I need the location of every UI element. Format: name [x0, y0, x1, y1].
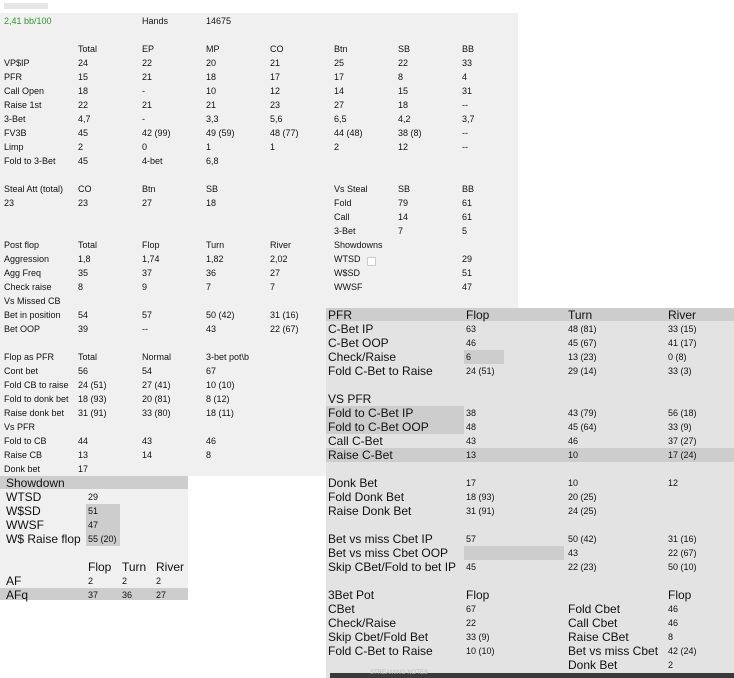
postflop-cell: --: [142, 324, 148, 334]
agg-cell: 37: [88, 590, 99, 600]
showdowns-row-label: WTSD: [334, 254, 361, 264]
preflop-cell: 21: [142, 72, 153, 82]
steal-cell: 18: [206, 198, 217, 208]
preflop-row-label: Call Open: [4, 86, 45, 96]
showdowns-cell: 47: [462, 282, 473, 292]
preflop-cell: 45: [78, 128, 89, 138]
postflop-header: Post flop: [4, 240, 40, 250]
agg-cell: 2: [122, 576, 128, 586]
preflop-cell: 15: [78, 72, 89, 82]
donk-cell: 18 (93): [466, 492, 495, 502]
showdowns-row-label: W$SD: [334, 268, 361, 278]
threebet-right-cell: 46: [668, 604, 679, 614]
preflop-cell: 21: [270, 58, 281, 68]
flop-pfr-row-label: Fold CB to raise: [4, 380, 69, 390]
threebet-cell: 22: [466, 618, 477, 628]
preflop-cell: 6,5: [334, 114, 347, 124]
flop-pfr-row-label: Raise CB: [4, 450, 43, 460]
preflop-cell: 4,2: [398, 114, 411, 124]
footer-strip: [330, 670, 734, 678]
threebet-row-label: Skip Cbet/Fold Bet: [328, 630, 429, 644]
postflop-cell: 43: [206, 324, 217, 334]
vs-pfr-row-label: Call C-Bet: [328, 434, 383, 448]
preflop-row-label: PFR: [4, 72, 22, 82]
donk-row-label: Donk Bet: [328, 476, 378, 490]
flop-pfr-cell: 20 (81): [142, 394, 171, 404]
threebet-right-label: Raise CBet: [568, 630, 629, 644]
missed-cbet-row-label: Bet vs miss Cbet OOP: [328, 546, 449, 560]
preflop-cell: 1: [270, 142, 276, 152]
flop-pfr-cell: 8 (12): [206, 394, 230, 404]
postflop-cell: 1,82: [206, 254, 224, 264]
flop-pfr-header: Total: [78, 352, 98, 362]
preflop-cell: 21: [206, 100, 217, 110]
postflop-row-label: Bet OOP: [4, 324, 41, 334]
flop-pfr-row-label: Raise donk bet: [4, 408, 65, 418]
agg-cell: 2: [88, 576, 94, 586]
threebet-right-label: Bet vs miss Cbet: [568, 644, 659, 658]
flop-pfr-row-label: Fold to donk bet: [4, 394, 69, 404]
vs-steal-cell: 7: [398, 226, 404, 236]
threebet-right-cell: 42 (24): [668, 646, 697, 656]
vs-pfr-cell: 38: [466, 408, 477, 418]
postflop-cell: 1,8: [78, 254, 91, 264]
postflop-cell: 37: [142, 268, 153, 278]
threebet-cell: 67: [466, 604, 477, 614]
preflop-header: EP: [142, 44, 155, 54]
pfr-cell: 46: [466, 338, 477, 348]
pfr-header: River: [668, 308, 697, 322]
pfr-cell: 33 (3): [668, 366, 692, 376]
missed-cbet-cell: 22 (67): [668, 548, 697, 558]
preflop-cell: 4: [462, 72, 468, 82]
postflop-cell: 50 (42): [206, 310, 235, 320]
preflop-cell: 3,7: [462, 114, 475, 124]
flop-pfr-cell: 18 (93): [78, 394, 107, 404]
threebet-right-label: Fold Cbet: [568, 602, 621, 616]
preflop-cell: 33: [462, 58, 473, 68]
postflop-cell: 9: [142, 282, 148, 292]
threebet-header: 3Bet Pot: [328, 588, 375, 602]
vs-pfr-cell: 46: [568, 436, 579, 446]
pfr-header: Flop: [466, 308, 490, 322]
pfr-row-label: Check/Raise: [328, 350, 397, 364]
pfr-cell: 0 (8): [668, 352, 687, 362]
missed-cbet-cell: 57: [466, 534, 477, 544]
showdowns-cell: 29: [462, 254, 473, 264]
checkbox-icon: [367, 257, 376, 266]
preflop-cell: 27: [334, 100, 345, 110]
preflop-cell: --: [462, 142, 468, 152]
vs-steal-cell: 61: [462, 198, 473, 208]
showdown-cell: 51: [88, 506, 99, 516]
postflop-cell: 31 (16): [270, 310, 299, 320]
preflop-header: BB: [462, 44, 475, 54]
showdown-cell: 55 (20): [88, 534, 117, 544]
postflop-cell: 35: [78, 268, 89, 278]
vs-pfr-cell: 43: [466, 436, 477, 446]
pfr-header: Turn: [568, 308, 593, 322]
preflop-cell: 15: [398, 86, 409, 96]
preflop-cell: 22: [398, 58, 409, 68]
agg-cell: 27: [156, 590, 167, 600]
vs-pfr-row-label: Fold to C-Bet IP: [328, 406, 414, 420]
postflop-header: Total: [78, 240, 98, 250]
preflop-header: SB: [398, 44, 411, 54]
vs-pfr-cell: 56 (18): [668, 408, 697, 418]
postflop-cell: 57: [142, 310, 153, 320]
showdown-cell: 47: [88, 520, 99, 530]
postflop-cell: 7: [270, 282, 276, 292]
flop-pfr-row-label: Cont bet: [4, 366, 39, 376]
pfr-cell: 24 (51): [466, 366, 495, 376]
postflop-cell: 7: [206, 282, 212, 292]
preflop-row-label: FV3B: [4, 128, 27, 138]
preflop-cell: 20: [206, 58, 217, 68]
agg-cell: 2: [156, 576, 162, 586]
preflop-cell: 17: [270, 72, 281, 82]
pfr-cell: 48 (81): [568, 324, 597, 334]
postflop-row-label: Aggression: [4, 254, 50, 264]
steal-header: Btn: [142, 184, 156, 194]
vs-pfr-cell: 45 (64): [568, 422, 597, 432]
threebet-row-label: Fold C-Bet to Raise: [328, 644, 433, 658]
showdowns-row-label: WWSF: [334, 282, 363, 292]
preflop-cell: 8: [398, 72, 404, 82]
pfr-cell: 41 (17): [668, 338, 697, 348]
steal-cell: 23: [78, 198, 89, 208]
donk-cell: 10: [568, 478, 579, 488]
preflop-header: Total: [78, 44, 98, 54]
bb-rate: 2,41 bb/100: [4, 16, 52, 26]
missed-cbet-cell: 22 (23): [568, 562, 597, 572]
preflop-header: MP: [206, 44, 220, 54]
preflop-cell: 14: [334, 86, 345, 96]
preflop-cell: 23: [270, 100, 281, 110]
preflop-header: CO: [270, 44, 284, 54]
flop-pfr-cell: 46: [206, 436, 217, 446]
threebet-right-cell: 2: [668, 660, 674, 670]
showdown-row-label: W$SD: [6, 504, 41, 518]
flop-pfr-cell: 54: [142, 366, 153, 376]
vs-steal-row-label: Call: [334, 212, 350, 222]
hands-label: Hands: [142, 16, 169, 26]
pfr-panel: [326, 308, 734, 678]
vs-steal-cell: 14: [398, 212, 409, 222]
flop-pfr-cell: 27 (41): [142, 380, 171, 390]
pfr-row-label: Fold C-Bet to Raise: [328, 364, 433, 378]
preflop-cell: 2: [78, 142, 84, 152]
steal-header: Steal Att (total): [4, 184, 64, 194]
showdown-agg-header: Flop: [88, 560, 112, 574]
threebet-row-label: CBet: [328, 602, 355, 616]
preflop-cell: 21: [142, 100, 153, 110]
vs-steal-header: SB: [398, 184, 411, 194]
footer-text: STREAMING NOTES: [370, 670, 429, 676]
pfr-cell: 29 (14): [568, 366, 597, 376]
vs-pfr-title: VS PFR: [328, 392, 372, 406]
missed-cbet-cell: 50 (10): [668, 562, 697, 572]
top-strip: [0, 0, 734, 13]
preflop-cell: 45: [78, 156, 89, 166]
threebet-row-label: Check/Raise: [328, 616, 397, 630]
preflop-cell: 10: [206, 86, 217, 96]
showdowns-header: Showdowns: [334, 240, 383, 250]
postflop-header: Turn: [206, 240, 225, 250]
preflop-cell: 22: [78, 100, 89, 110]
missed-cbet-cell: 45: [466, 562, 477, 572]
preflop-cell: 25: [334, 58, 345, 68]
preflop-cell: 17: [334, 72, 345, 82]
flop-pfr-cell: 33 (80): [142, 408, 171, 418]
flop-pfr-cell: 31 (91): [78, 408, 107, 418]
pfr-cell: 63: [466, 324, 477, 334]
hands-value: 14675: [206, 16, 232, 26]
vs-pfr-cell: 17 (24): [668, 450, 697, 460]
missed-cbet-cell: 50 (42): [568, 534, 597, 544]
showdown-row-label: WTSD: [6, 490, 42, 504]
flop-pfr-cell: 17: [78, 464, 89, 474]
postflop-header: Flop: [142, 240, 160, 250]
vs-steal-cell: 79: [398, 198, 409, 208]
flop-pfr-cell: 67: [206, 366, 217, 376]
showdown-title: Showdown: [6, 476, 65, 490]
postflop-cell: 54: [78, 310, 89, 320]
vs-pfr-row-label: Raise C-Bet: [328, 448, 393, 462]
preflop-cell: --: [462, 128, 468, 138]
showdown-panel: [0, 476, 188, 600]
donk-cell: 12: [668, 478, 679, 488]
preflop-cell: 5,6: [270, 114, 283, 124]
donk-cell: 17: [466, 478, 477, 488]
preflop-cell: 18: [78, 86, 89, 96]
preflop-cell: 12: [398, 142, 409, 152]
highlight-bar: [464, 546, 564, 560]
preflop-header: Btn: [334, 44, 348, 54]
vs-pfr-cell: 13: [466, 450, 477, 460]
steal-header: CO: [78, 184, 92, 194]
showdowns-cell: 51: [462, 268, 473, 278]
donk-row-label: Raise Donk Bet: [328, 504, 412, 518]
pfr-cell: 45 (67): [568, 338, 597, 348]
preflop-cell: 6,8: [206, 156, 219, 166]
agg-cell: 36: [122, 590, 133, 600]
flop-pfr-cell: 8: [206, 450, 212, 460]
donk-cell: 20 (25): [568, 492, 597, 502]
showdown-row-label: W$ Raise flop: [6, 532, 81, 546]
threebet-cell: 33 (9): [466, 632, 490, 642]
threebet-right-cell: 8: [668, 632, 674, 642]
preflop-row-label: Limp: [4, 142, 24, 152]
preflop-cell: -: [142, 86, 145, 96]
flop-pfr-cell: 24 (51): [78, 380, 107, 390]
flop-pfr-cell: 43: [142, 436, 153, 446]
flop-pfr-header: Flop as PFR: [4, 352, 55, 362]
pfr-row-label: C-Bet IP: [328, 322, 374, 336]
flop-pfr-row-label: Fold to CB: [4, 436, 47, 446]
donk-cell: 31 (91): [466, 506, 495, 516]
vs-steal-row-label: Fold: [334, 198, 352, 208]
preflop-cell: 18: [206, 72, 217, 82]
flop-pfr-cell: 10 (10): [206, 380, 235, 390]
threebet-right-label: Call Cbet: [568, 616, 618, 630]
pfr-cell: 13 (23): [568, 352, 597, 362]
threebet-cell: 10 (10): [466, 646, 495, 656]
preflop-row-label: 3-Bet: [4, 114, 26, 124]
postflop-cell: 8: [78, 282, 84, 292]
flop-pfr-cell: 18 (11): [206, 408, 234, 418]
pfr-row-label: C-Bet OOP: [328, 336, 389, 350]
agg-row-label: AFq: [6, 588, 29, 602]
postflop-cell: 39: [78, 324, 89, 334]
threebet-right-label: Donk Bet: [568, 658, 618, 672]
postflop-cell: 22 (67): [270, 324, 299, 334]
postflop-row-label: Check raise: [4, 282, 52, 292]
vs-pfr-cell: 37 (27): [668, 436, 697, 446]
preflop-cell: -: [142, 114, 145, 124]
pfr-cell: 33 (15): [668, 324, 697, 334]
preflop-row-label: Raise 1st: [4, 100, 42, 110]
flop-pfr-cell: 44: [78, 436, 89, 446]
postflop-row-label: Vs Missed CB: [4, 296, 61, 306]
preflop-row-label: Fold to 3-Bet: [4, 156, 56, 166]
donk-row-label: Fold Donk Bet: [328, 490, 405, 504]
postflop-row-label: Bet in position: [4, 310, 61, 320]
preflop-row-label: VP$IP: [4, 58, 30, 68]
vs-steal-cell: 5: [462, 226, 468, 236]
preflop-cell: 18: [398, 100, 409, 110]
vs-pfr-cell: 48: [466, 422, 477, 432]
steal-cell: 27: [142, 198, 153, 208]
showdown-row-label: WWSF: [6, 518, 44, 532]
flop-pfr-cell: 13: [78, 450, 89, 460]
preflop-cell: 12: [270, 86, 281, 96]
preflop-cell: 48 (77): [270, 128, 299, 138]
vs-pfr-row-label: Fold to C-Bet OOP: [328, 420, 429, 434]
steal-cell: 23: [4, 198, 15, 208]
preflop-cell: --: [462, 100, 468, 110]
preflop-cell: 44 (48): [334, 128, 363, 138]
missed-cbet-cell: 31 (16): [668, 534, 697, 544]
preflop-cell: 2: [334, 142, 340, 152]
player-name-box: [4, 3, 48, 9]
pfr-header: PFR: [328, 308, 352, 322]
postflop-row-label: Agg Freq: [4, 268, 42, 278]
postflop-cell: 36: [206, 268, 217, 278]
showdown-cell: 29: [88, 492, 99, 502]
preflop-cell: 0: [142, 142, 148, 152]
preflop-cell: 49 (59): [206, 128, 235, 138]
flop-pfr-cell: 14: [142, 450, 153, 460]
threebet-header: Flop: [466, 588, 490, 602]
flop-pfr-row-label: Donk bet: [4, 464, 41, 474]
agg-row-label: AF: [6, 574, 22, 588]
vs-steal-header: Vs Steal: [334, 184, 368, 194]
preflop-cell: 22: [142, 58, 153, 68]
postflop-cell: 27: [270, 268, 281, 278]
preflop-cell: 42 (99): [142, 128, 171, 138]
vs-pfr-cell: 43 (79): [568, 408, 597, 418]
postflop-cell: 1,74: [142, 254, 160, 264]
preflop-cell: 31: [462, 86, 473, 96]
preflop-cell: 24: [78, 58, 89, 68]
vs-pfr-cell: 10: [568, 450, 579, 460]
flop-pfr-header: 3-bet pot\b: [206, 352, 250, 362]
threebet-right-cell: 46: [668, 618, 679, 628]
preflop-cell: 4-bet: [142, 156, 163, 166]
vs-pfr-cell: 33 (9): [668, 422, 692, 432]
flop-pfr-cell: 56: [78, 366, 89, 376]
showdown-agg-header: River: [156, 560, 185, 574]
missed-cbet-row-label: Bet vs miss Cbet IP: [328, 532, 433, 546]
vs-steal-cell: 61: [462, 212, 473, 222]
flop-pfr-header: Normal: [142, 352, 172, 362]
donk-cell: 24 (25): [568, 506, 597, 516]
vs-steal-header: BB: [462, 184, 475, 194]
steal-header: SB: [206, 184, 219, 194]
preflop-cell: 38 (8): [398, 128, 422, 138]
missed-cbet-cell: 43: [568, 548, 579, 558]
postflop-header: River: [270, 240, 292, 250]
preflop-cell: 1: [206, 142, 212, 152]
preflop-cell: 3,3: [206, 114, 219, 124]
preflop-cell: 4,7: [78, 114, 91, 124]
missed-cbet-row-label: Skip CBet/Fold to bet IP: [328, 560, 457, 574]
flop-pfr-row-label: Vs PFR: [4, 422, 36, 432]
vs-steal-row-label: 3-Bet: [334, 226, 356, 236]
showdown-agg-header: Turn: [122, 560, 147, 574]
postflop-cell: 2,02: [270, 254, 288, 264]
pfr-cell: 6: [466, 352, 472, 362]
threebet-header: Flop: [668, 588, 692, 602]
